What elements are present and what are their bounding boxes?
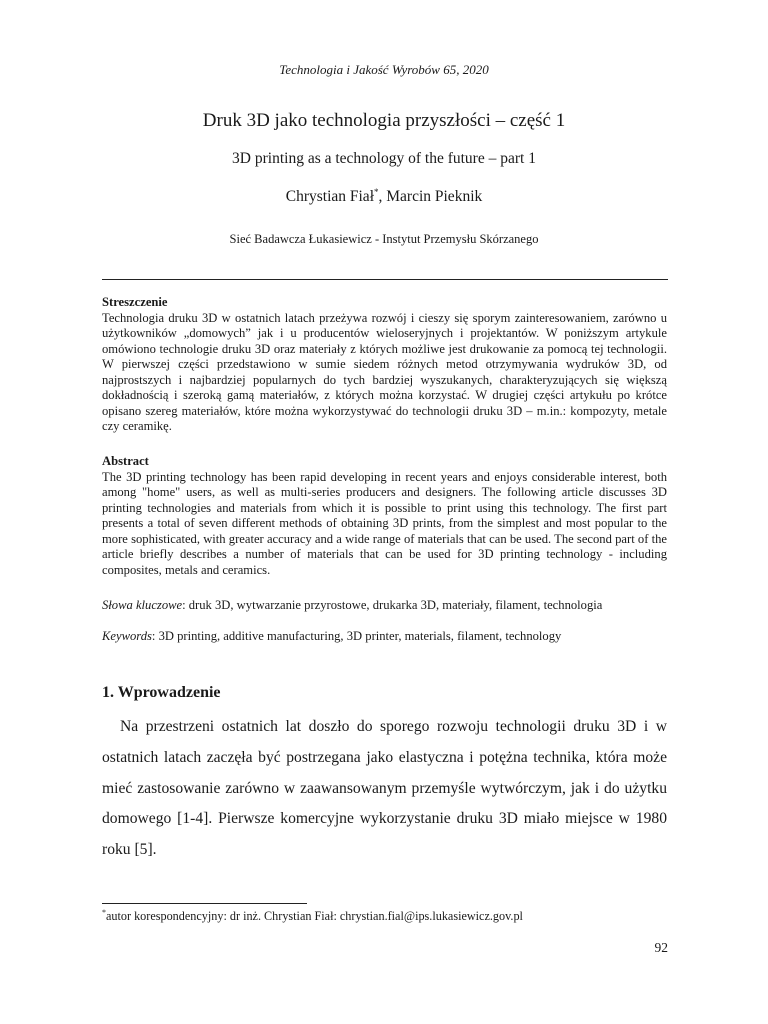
streszczenie-heading: Streszczenie <box>102 295 168 309</box>
keywords-pl <box>102 598 672 614</box>
paper-title: Druk 3D jako technologia przyszłości – część 1 <box>202 110 566 131</box>
body-paragraph-text: Na przestrzeni ostatnich lat doszło do sporego rozwoju technologii druku 3D i w ostatnich latach zaczęła być postrzegana jako elastyczna i potężna technika, która może mieć zastosowanie zarówno w zaawansowanym przemyśle wytwórczym, jak i do użytku domowego [1-4]. Pierwsze komercyjne wykorzystanie druku 3D miało miejsce w 1980 roku [5]. <box>102 718 667 859</box>
abstract-heading: Abstract <box>102 454 149 468</box>
author-names-2: , Marcin Pieknik <box>378 188 483 205</box>
keywords-pl-text: : druk 3D, wytwarzanie przyrostowe, drukarka 3D, materiały, filament, technologia <box>182 598 603 612</box>
abstract-section <box>102 454 667 578</box>
keywords-en-label: Keywords <box>102 629 152 643</box>
section-heading: 1. Wprowadzenie <box>102 684 221 701</box>
streszczenie-text: Technologia druku 3D w ostatnich latach przeżywa rozwój i cieszy się sporym zainteresowaniem, zarówno u użytkowników „domowych” jak i u producentów wieloseryjnych i projektantów. W poniższym artykule omówiono technologie druku 3D oraz materiały z których możliwe jest drukowanie za pomocą tej technologii. W pierwszej części przedstawiono w sumie siedem różnych metod otrzymywania wydruków 3D, od najprostszych i najbardziej popularnych do tych bardziej wyszukanych, charakteryzujących się większą dokładnością i szeroką gamą materiałów, z których można korzystać. W drugiej części artykułu po krótce opisano szereg materiałów, które można wykorzystywać do technologii druku 3D – m.in.: kompozyty, metale czy ceramikę. <box>102 310 667 433</box>
keywords-en-text: : 3D printing, additive manufacturing, 3D printer, materials, filament, technology <box>151 629 562 643</box>
header-divider <box>102 279 668 280</box>
paper-subtitle: 3D printing as a technology of the future – part 1 <box>232 150 536 167</box>
footnote-mark: * <box>102 907 106 917</box>
author-names-1: Chrystian Fiał <box>285 188 374 205</box>
body-paragraph <box>102 712 667 866</box>
affiliation: Sieć Badawcza Łukasiewicz - Instytut Przemysłu Skórzanego <box>229 232 539 246</box>
abstract-text: The 3D printing technology has been rapid developing in recent years and enjoys considerable interest, both among "home" users, as well as multi-series producers and designers. The following article discusses 3D printing technologies and materials from which it is possible to print using this technology. The first part presents a total of seven different methods of obtaining 3D prints, from the simplest and most popular to the more sophisticated, with greater accuracy and a wide range of materials that can be used. The second part of the article briefly describes a number of materials that can be used for 3D printing technology - including composites, metals and ceramics. <box>102 469 667 577</box>
corresponding-author-mark: * <box>374 186 379 197</box>
page-number: 92 <box>654 940 668 955</box>
journal-header: Technologia i Jakość Wyrobów 65, 2020 <box>279 62 489 77</box>
streszczenie-section <box>102 295 667 435</box>
footnote <box>102 909 523 924</box>
authors-line <box>0 188 768 206</box>
keywords-en <box>102 629 672 645</box>
keywords-pl-label: Słowa kluczowe <box>102 598 183 612</box>
footnote-divider <box>102 903 307 904</box>
footnote-text: autor korespondencyjny: dr inż. Chrystian Fiał: chrystian.fial@ips.lukasiewicz.gov.pl <box>106 909 523 923</box>
